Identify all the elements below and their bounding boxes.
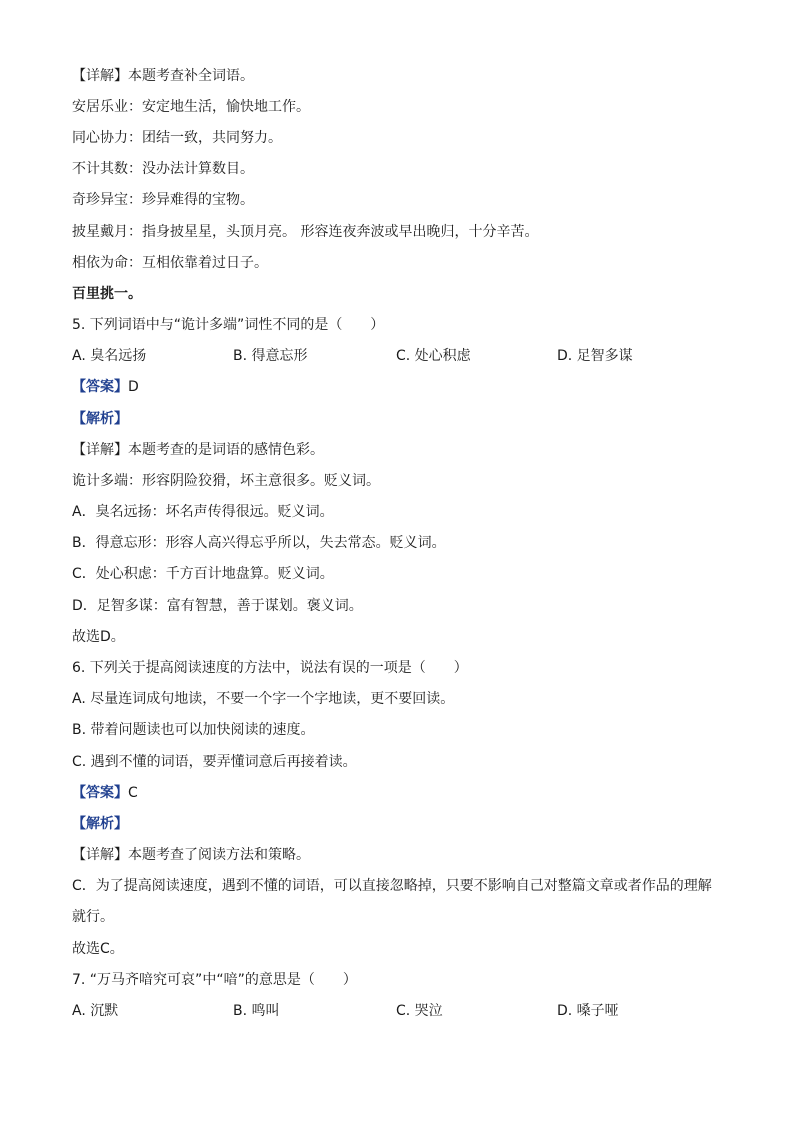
explanation-line: 相依为命：互相依靠着过日子。 [72, 255, 268, 271]
section-title: 百里挑一。 [72, 286, 142, 302]
explanation-line: 同心协力：团结一致，共同努力。 [72, 130, 282, 146]
detail-line: 【详解】本题考查补全词语。 [72, 68, 254, 84]
question-7-stem: 7. “万马齐喑究可哀”中“喑”的意思是（ ） [72, 972, 357, 988]
q7-option-b: B. 鸣叫 [233, 1003, 280, 1019]
analysis-tag: 【解析】 [72, 816, 128, 832]
answer-value: D [128, 379, 139, 395]
explanation-line: D．足智多谋：富有智慧，善于谋划。褒义词。 [72, 598, 363, 614]
question-6-stem: 6. 下列关于提高阅读速度的方法中，说法有误的一项是（ ） [72, 660, 468, 676]
q5-option-d: D. 足智多谋 [557, 348, 633, 364]
q7-option-c: C. 哭泣 [396, 1003, 443, 1019]
answer-line [72, 783, 732, 803]
explanation-line: 奇珍异宝：珍异难得的宝物。 [72, 192, 254, 208]
q6-option-a: A. 尽量连词成句地读，不要一个字一个字地读，更不要回读。 [72, 691, 455, 707]
conclusion-line: 故选D。 [72, 629, 125, 645]
analysis-tag: 【解析】 [72, 411, 128, 427]
answer-line [72, 377, 732, 397]
q6-option-c: C. 遇到不懂的词语，要弄懂词意后再接着读。 [72, 754, 357, 770]
q5-option-a: A. 臭名远扬 [72, 348, 147, 364]
q5-option-c: C. 处心积虑 [396, 348, 471, 364]
answer-tag: 【答案】 [72, 379, 128, 395]
conclusion-line: 故选C。 [72, 941, 124, 957]
explanation-line: B．得意忘形：形容人高兴得忘乎所以，失去常态。贬义词。 [72, 535, 446, 551]
q5-option-b: B. 得意忘形 [233, 348, 308, 364]
q7-option-d: D. 嗓子哑 [557, 1003, 619, 1019]
answer-tag: 【答案】 [72, 785, 128, 801]
explanation-line: 诡计多端：形容阴险狡猾，坏主意很多。贬义词。 [72, 473, 380, 489]
q6-option-b: B. 带着问题读也可以加快阅读的速度。 [72, 722, 315, 738]
detail-line: 【详解】本题考查的是词语的感情色彩。 [72, 442, 324, 458]
explanation-line: A．臭名远扬：坏名声传得很远。贬义词。 [72, 504, 334, 520]
q7-option-a: A. 沉默 [72, 1003, 119, 1019]
detail-line: 【详解】本题考查了阅读方法和策略。 [72, 847, 310, 863]
explanation-line: 安居乐业：安定地生活，愉快地工作。 [72, 99, 310, 115]
explanation-line: 不计其数：没办法计算数目。 [72, 161, 254, 177]
explanation-line: C．处心积虑：千方百计地盘算。贬义词。 [72, 566, 334, 582]
explanation-paragraph: C．为了提高阅读速度，遇到不懂的词语，可以直接忽略掉，只要不影响自己对整篇文章或者作品的理解就行。 [72, 878, 712, 925]
answer-value: C [128, 785, 138, 801]
question-5-stem: 5. 下列词语中与“诡计多端”词性不同的是（ ） [72, 317, 385, 333]
explanation-line: 披星戴月：指身披星星，头顶月亮。 形容连夜奔波或早出晚归，十分辛苦。 [72, 224, 539, 240]
